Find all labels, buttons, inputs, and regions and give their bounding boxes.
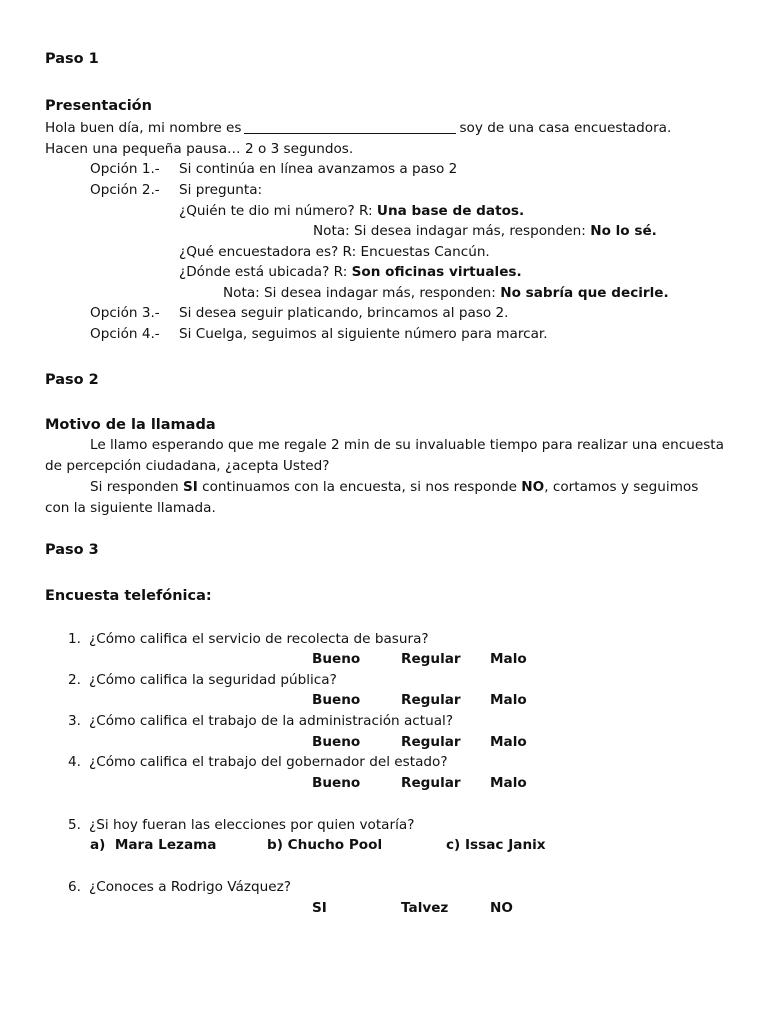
survey-question: ¿Cómo califica el trabajo del gobernador del estado? — [89, 754, 448, 770]
option4-text: Si Cuelga, seguimos al siguiente número para marcar. — [179, 326, 548, 342]
answer-option: NO — [490, 900, 513, 916]
question-which-pollster: ¿Qué encuestadora es? R: Encuestas Cancún. — [179, 244, 490, 260]
survey-question: ¿Cómo califica el servicio de recolecta de basura? — [89, 631, 429, 647]
greeting-text-a: Hola buen día, mi nombre es — [45, 120, 242, 136]
para2-si: SI — [182, 479, 198, 495]
question-number: 2. — [68, 672, 81, 688]
option3-text: Si desea seguir platicando, brincamos al paso 2. — [179, 305, 509, 321]
note2-answer: No sabría que decirle. — [500, 285, 669, 301]
answer-option: Talvez — [401, 900, 449, 916]
q3-answer: Son oficinas virtuales. — [351, 264, 522, 280]
survey-question: ¿Cómo califica la seguridad pública? — [89, 672, 337, 688]
paso3-title: Paso 3 — [45, 542, 99, 558]
motivo-heading: Motivo de la llamada — [45, 417, 216, 433]
answer-option: Bueno — [312, 734, 361, 750]
survey-question: ¿Conoces a Rodrigo Vázquez? — [89, 879, 291, 895]
answer-option: Bueno — [312, 651, 361, 667]
question-number: 4. — [68, 754, 81, 770]
encuesta-heading: Encuesta telefónica: — [45, 588, 212, 604]
option1-text: Si continúa en línea avanzamos a paso 2 — [179, 161, 458, 177]
survey-question: ¿Si hoy fueran las elecciones por quien votaría? — [89, 817, 415, 833]
answer-option: Malo — [490, 651, 527, 667]
presentacion-heading: Presentación — [45, 98, 152, 114]
candidate-option: c) Issac Janix — [446, 837, 546, 853]
answer-option: Regular — [401, 651, 461, 667]
paso2-title: Paso 2 — [45, 372, 99, 388]
option1-label: Opción 1.- — [90, 161, 160, 177]
note2-text: Nota: Si desea indagar más, responden: — [223, 285, 501, 301]
para2-no: NO — [521, 479, 545, 495]
answer-option: Malo — [490, 775, 527, 791]
note1-text: Nota: Si desea indagar más, responden: — [313, 223, 591, 239]
pause-line: Hacen una pequeña pausa… 2 o 3 segundos. — [45, 141, 354, 157]
answer-option: Bueno — [312, 692, 361, 708]
paso1-title: Paso 1 — [45, 51, 99, 67]
q1-text: ¿Quién te dio mi número? R: — [179, 203, 377, 219]
survey-question: ¿Cómo califica el trabajo de la administración actual? — [89, 713, 454, 729]
answer-option: Malo — [490, 692, 527, 708]
answer-option: SI — [312, 900, 327, 916]
para2-b: continuamos con la encuesta, si nos responde — [197, 479, 522, 495]
question-number: 5. — [68, 817, 81, 833]
question-who-gave-number — [179, 201, 524, 221]
para2-a: Si responden — [90, 479, 183, 495]
candidate-option: b) Chucho Pool — [267, 837, 383, 853]
question-number: 3. — [68, 713, 81, 729]
answer-option: Regular — [401, 692, 461, 708]
motivo-paragraph-1: Le llamo esperando que me regale 2 min de su invaluable tiempo para realizar una encuesta de percepción ciudadana, ¿acepta Usted? — [45, 437, 724, 474]
question-where-located — [179, 262, 522, 282]
motivo-paragraph-2 — [45, 477, 725, 519]
note1-answer: No lo sé. — [590, 223, 657, 239]
para2-c: , cortamos y seguimos con la siguiente llamada. — [45, 479, 699, 516]
q1-answer: Una base de datos. — [376, 203, 525, 219]
candidate-option: a) Mara Lezama — [90, 837, 217, 853]
answer-option: Malo — [490, 734, 527, 750]
option2-text: Si pregunta: — [179, 182, 263, 198]
option2-label: Opción 2.- — [90, 182, 160, 198]
answer-option: Bueno — [312, 775, 361, 791]
question-number: 1. — [68, 631, 81, 647]
note2 — [223, 283, 669, 303]
q3-text: ¿Dónde está ubicada? R: — [179, 264, 352, 280]
greeting-text-b: soy de una casa encuestadora. — [459, 120, 672, 136]
answer-option: Regular — [401, 775, 461, 791]
option3-label: Opción 3.- — [90, 305, 160, 321]
greeting-line — [45, 118, 671, 138]
option4-label: Opción 4.- — [90, 326, 160, 342]
question-number: 6. — [68, 879, 81, 895]
answer-option: Regular — [401, 734, 461, 750]
note1 — [313, 221, 657, 241]
name-blank-line — [244, 119, 456, 134]
